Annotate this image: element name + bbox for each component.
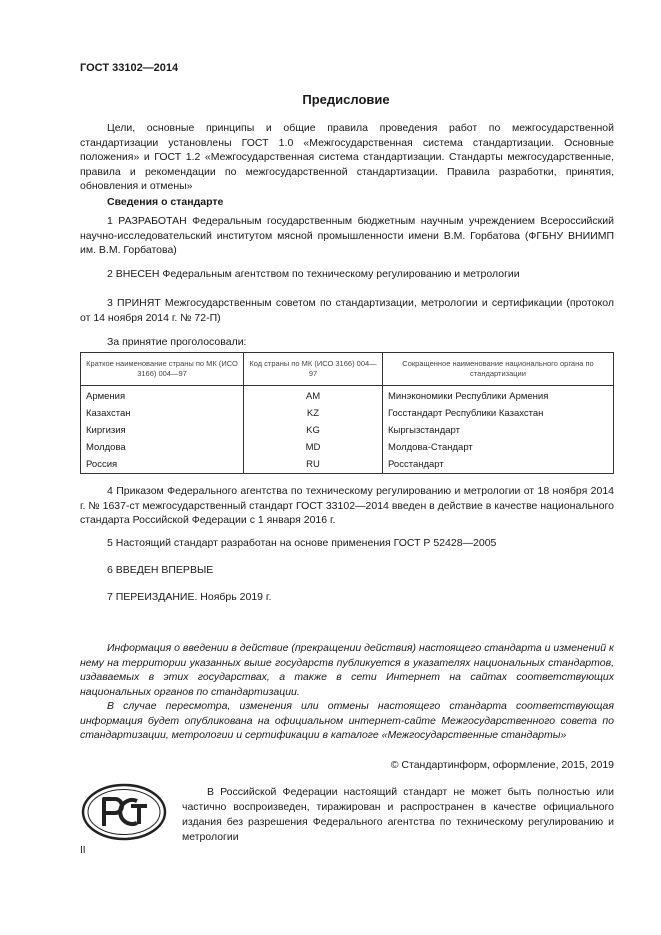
table-row [81, 405, 614, 422]
section-title: Сведения о стандарте [107, 196, 224, 208]
item-1: 1 РАЗРАБОТАН Федеральным государственным бюджетным научным учреждением Всероссийский научно-исследовательский институтом мясной промышленности имени В.М. Горбатова (ФГБНУ ВНИИМП им. В.М. Горбатова) [80, 215, 614, 256]
item-2: 2 ВНЕСЕН Федеральным агентством по техническому регулированию и метрологии [107, 268, 520, 280]
code-cell: AM [244, 386, 383, 406]
authority-cell: Госстандарт Республики Казахстан [383, 405, 614, 422]
item-5: 5 Настоящий стандарт разработан на основе применения ГОСТ Р 52428—2005 [107, 537, 497, 549]
authority-cell: Минэкономики Республики Армения [383, 386, 614, 406]
info-paragraph-1: Информация о введении в действие (прекращении действия) настоящего стандарта и изменений к нему на территории указанных выше государств публикуется в указателях национальных стандартов, издаваемых в этих государствах, а также в сети Интернет на сайтах соответствующих национальных органов по стандартизации. [80, 642, 614, 698]
code-cell: KZ [244, 405, 383, 422]
country-cell: Россия [81, 456, 244, 474]
copyright: © Стандартинформ, оформление, 2015, 2019 [390, 759, 614, 771]
table-row [81, 422, 614, 439]
item-3: 3 ПРИНЯТ Межгосударственным советом по стандартизации, метрологии и сертификации (протокол от 14 ноября 2014 г. № 72-П) [80, 297, 614, 324]
code-cell: KG [244, 422, 383, 439]
country-cell: Молдова [81, 439, 244, 456]
authority-cell: Росстандарт [383, 456, 614, 474]
copyright-notice: В Российской Федерации настоящий стандарт не может быть полностью или частично воспроизведен, тиражирован и распространен в качестве официального издания без разрешения Федерального агентства по техническому регулированию и метрологии [182, 786, 614, 843]
authority-cell: Молдова-Стандарт [383, 439, 614, 456]
table-header-code: Код страны по МК (ИСО 3166) 004—97 [244, 353, 383, 386]
table-header-row [81, 353, 614, 386]
table-row [81, 386, 614, 406]
country-cell: Армения [81, 386, 244, 406]
document-header: ГОСТ 33102—2014 [80, 62, 179, 74]
page-title: Предисловие [302, 92, 390, 107]
code-cell: MD [244, 439, 383, 456]
code-cell: RU [244, 456, 383, 474]
table-header-country: Краткое наименование страны по МК (ИСО 3166) 004—97 [81, 353, 244, 386]
item-6: 6 ВВЕДЕН ВПЕРВЫЕ [107, 564, 214, 576]
info-paragraph-2: В случае пересмотра, изменения или отмены настоящего стандарта соответствующая информация будет опубликована на официальном интернет-сайте Межгосударственного совета по стандартизации, метрологии и сертификации в каталоге «Межгосударственные стандарты» [80, 700, 614, 741]
page-number: II [80, 845, 86, 856]
table-row [81, 456, 614, 474]
table-row [81, 439, 614, 456]
voting-table [80, 352, 614, 474]
table-header-authority: Сокращенное наименование национального органа по стандартизации [383, 353, 614, 386]
authority-cell: Кыргызстандарт [383, 422, 614, 439]
rst-logo-icon [80, 782, 168, 847]
item-4: 4 Приказом Федерального агентства по техническому регулированию и метрологии от 18 ноября 2014 г. № 1637-ст межгосударственный стандарт ГОСТ 33102—2014 введен в действие в качестве национального стандарта Российской Федерации с 1 января 2016 г. [80, 485, 614, 526]
item-7: 7 ПЕРЕИЗДАНИЕ. Ноябрь 2019 г. [107, 591, 272, 603]
country-cell: Киргизия [81, 422, 244, 439]
vote-label: За принятие проголосовали: [107, 336, 247, 348]
intro-paragraph: Цели, основные принципы и общие правила проведения работ по межгосударственной стандартизации установлены ГОСТ 1.0 «Межгосударственная система стандартизации. Основные положения» и ГОСТ 1.2 «Межгосударственная система стандартизации. Стандарты межгосударственные, правила и рекомендации по межгосударственной стандартизации. Правила разработки, принятия, обновления и отмены» [80, 122, 614, 192]
country-cell: Казахстан [81, 405, 244, 422]
